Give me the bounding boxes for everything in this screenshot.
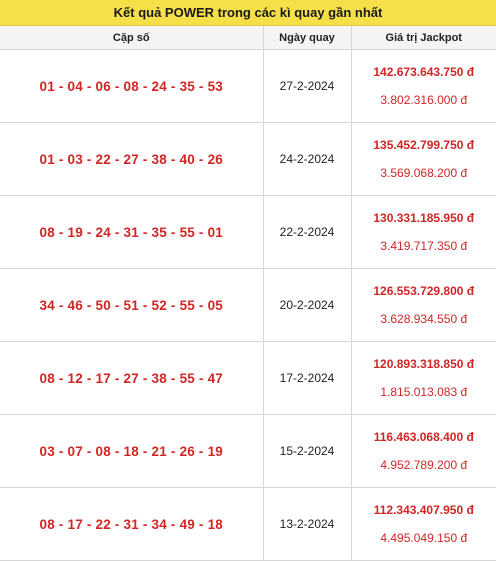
jackpot-1-value: 112.343.407.950 đ [352,503,496,517]
draw-numbers: 34 - 46 - 50 - 51 - 52 - 55 - 05 [0,269,263,342]
table-row [0,269,496,342]
jackpot-cell [351,269,496,342]
jackpot-2-value: 4.495.049.150 đ [352,531,496,545]
results-table [0,26,496,561]
draw-date: 24-2-2024 [263,123,351,196]
table-row [0,50,496,123]
jackpot-1-value: 142.673.643.750 đ [352,65,496,79]
header-jackpot: Giá trị Jackpot [351,26,496,50]
draw-date: 20-2-2024 [263,269,351,342]
jackpot-2-value: 3.569.068.200 đ [352,166,496,180]
header-date: Ngày quay [263,26,351,50]
table-row [0,123,496,196]
draw-date: 22-2-2024 [263,196,351,269]
draw-numbers: 08 - 12 - 17 - 27 - 38 - 55 - 47 [0,342,263,415]
table-row [0,196,496,269]
jackpot-2-value: 3.628.934.550 đ [352,312,496,326]
jackpot-cell [351,488,496,561]
jackpot-2-value: 1.815.013.083 đ [352,385,496,399]
jackpot-cell [351,342,496,415]
table-header-row [0,26,496,50]
draw-date: 15-2-2024 [263,415,351,488]
jackpot-1-value: 120.893.318.850 đ [352,357,496,371]
jackpot-1-value: 130.331.185.950 đ [352,211,496,225]
draw-numbers: 08 - 19 - 24 - 31 - 35 - 55 - 01 [0,196,263,269]
jackpot-1-value: 116.463.068.400 đ [352,430,496,444]
table-row [0,488,496,561]
jackpot-1-value: 135.452.799.750 đ [352,138,496,152]
draw-numbers: 01 - 04 - 06 - 08 - 24 - 35 - 53 [0,50,263,123]
draw-numbers: 01 - 03 - 22 - 27 - 38 - 40 - 26 [0,123,263,196]
draw-date: 27-2-2024 [263,50,351,123]
jackpot-2-value: 4.952.789.200 đ [352,458,496,472]
jackpot-cell [351,415,496,488]
jackpot-1-value: 126.553.729.800 đ [352,284,496,298]
results-title: Kết quả POWER trong các kì quay gần nhất [0,0,496,26]
header-numbers: Cặp số [0,26,263,50]
jackpot-cell [351,196,496,269]
draw-numbers: 03 - 07 - 08 - 18 - 21 - 26 - 19 [0,415,263,488]
draw-date: 13-2-2024 [263,488,351,561]
jackpot-cell [351,50,496,123]
draw-numbers: 08 - 17 - 22 - 31 - 34 - 49 - 18 [0,488,263,561]
table-row [0,415,496,488]
jackpot-cell [351,123,496,196]
table-row [0,342,496,415]
jackpot-2-value: 3.419.717.350 đ [352,239,496,253]
jackpot-2-value: 3.802.316.000 đ [352,93,496,107]
draw-date: 17-2-2024 [263,342,351,415]
